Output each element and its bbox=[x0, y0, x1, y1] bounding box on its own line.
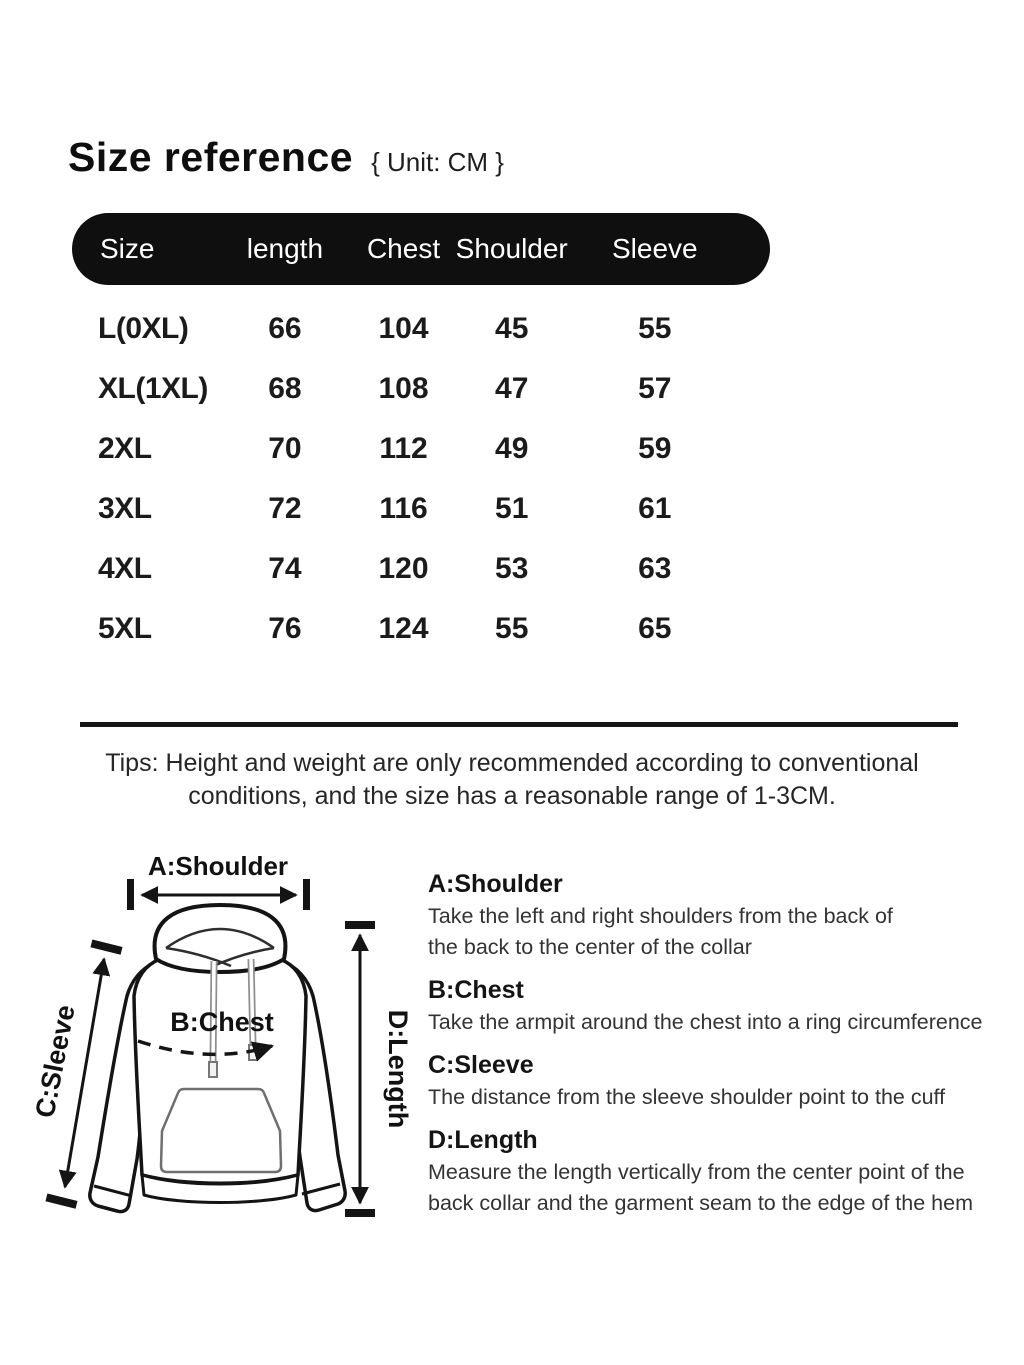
cell-sleeve: 55 bbox=[638, 312, 672, 345]
cell-shoulder: 49 bbox=[495, 432, 529, 465]
label-sleeve: C:Sleeve bbox=[29, 1002, 81, 1121]
table-row bbox=[72, 299, 770, 359]
cell-sleeve: 59 bbox=[638, 432, 672, 465]
page-title: Size reference bbox=[68, 134, 354, 180]
cell-size: L(0XL) bbox=[98, 312, 189, 345]
col-header-shoulder: Shoulder bbox=[455, 233, 568, 264]
cell-length: 72 bbox=[268, 492, 302, 525]
cell-shoulder: 53 bbox=[495, 552, 529, 585]
hoodie-diagram bbox=[20, 853, 420, 1257]
guide-heading: A:Shoulder bbox=[428, 870, 563, 898]
guide-heading: C:Sleeve bbox=[428, 1051, 534, 1079]
cell-length: 68 bbox=[268, 372, 302, 405]
hoodie-diagram-svg bbox=[20, 853, 420, 1257]
unit-label: { Unit: CM } bbox=[371, 147, 504, 177]
cell-chest: 120 bbox=[378, 552, 429, 585]
tips-text: Tips: Height and weight are only recommended according to conventional conditions, and the size has a reasonable range of 1-3CM. bbox=[105, 749, 919, 810]
cell-size: 2XL bbox=[98, 432, 152, 465]
guide-heading: D:Length bbox=[428, 1126, 538, 1154]
guide-body: Take the left and right shoulders from the back of the back to the center of the collar bbox=[428, 904, 893, 959]
size-table-body bbox=[72, 299, 770, 659]
guide-item-length bbox=[428, 1125, 1024, 1219]
col-header-chest: Chest bbox=[366, 233, 441, 264]
guide-body: The distance from the sleeve shoulder point to the cuff bbox=[428, 1085, 946, 1109]
cell-chest: 124 bbox=[378, 612, 429, 645]
cell-chest: 116 bbox=[379, 492, 428, 525]
guide-item-shoulder bbox=[428, 869, 1024, 963]
label-length: D:Length bbox=[383, 1009, 413, 1129]
col-header-size: Size bbox=[100, 233, 155, 264]
cell-length: 76 bbox=[268, 612, 302, 645]
hoodie-pocket bbox=[161, 1089, 281, 1172]
label-shoulder: A:Shoulder bbox=[147, 853, 289, 881]
page-title-row bbox=[68, 134, 504, 181]
table-row bbox=[72, 599, 770, 659]
size-table-header bbox=[72, 213, 770, 285]
cell-size: 5XL bbox=[98, 612, 152, 645]
measure-guide bbox=[428, 869, 1024, 1231]
cell-chest: 108 bbox=[378, 372, 429, 405]
table-row bbox=[72, 359, 770, 419]
cell-sleeve: 63 bbox=[638, 552, 672, 585]
cell-shoulder: 55 bbox=[495, 612, 529, 645]
cell-size: 3XL bbox=[98, 492, 152, 525]
guide-item-chest bbox=[428, 975, 1024, 1038]
cell-sleeve: 65 bbox=[638, 612, 672, 645]
col-header-length: length bbox=[246, 233, 324, 264]
cell-size: XL(1XL) bbox=[98, 372, 208, 405]
table-row bbox=[72, 539, 770, 599]
cell-chest: 104 bbox=[378, 312, 429, 345]
col-header-sleeve: Sleeve bbox=[611, 233, 698, 264]
cell-chest: 112 bbox=[379, 432, 428, 465]
guide-item-sleeve bbox=[428, 1050, 1024, 1113]
cell-length: 70 bbox=[268, 432, 302, 465]
cell-sleeve: 61 bbox=[638, 492, 672, 525]
cell-shoulder: 51 bbox=[495, 492, 529, 525]
cell-size: 4XL bbox=[98, 552, 152, 585]
length-measure-arrow bbox=[345, 921, 375, 1217]
cell-sleeve: 57 bbox=[638, 372, 672, 405]
table-row bbox=[72, 419, 770, 479]
cell-length: 74 bbox=[268, 552, 302, 585]
section-divider bbox=[80, 722, 958, 727]
table-row bbox=[72, 479, 770, 539]
guide-heading: B:Chest bbox=[428, 976, 524, 1004]
guide-body: Take the armpit around the chest into a ring circumference bbox=[428, 1010, 983, 1034]
cell-shoulder: 45 bbox=[495, 312, 529, 345]
guide-body: Measure the length vertically from the center point of the back collar and the garment seam to the edge of the hem bbox=[428, 1160, 973, 1215]
cell-shoulder: 47 bbox=[495, 372, 529, 405]
label-chest: B:Chest bbox=[170, 1007, 274, 1037]
cell-length: 66 bbox=[268, 312, 302, 345]
